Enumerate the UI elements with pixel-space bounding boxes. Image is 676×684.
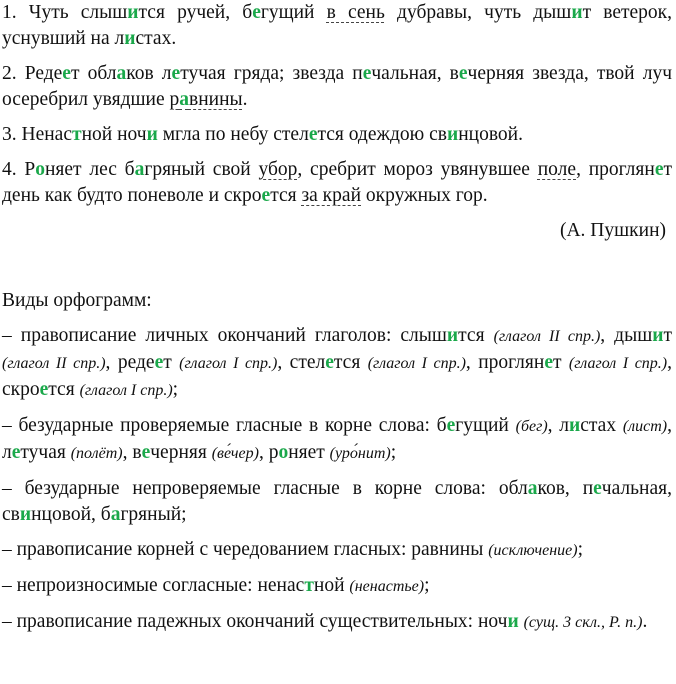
text-segment: тся bbox=[458, 325, 494, 346]
highlighted-letter: е bbox=[261, 185, 271, 206]
text-segment: , л bbox=[2, 415, 672, 463]
highlighted-letter: и bbox=[127, 2, 139, 23]
text-segment: мгла по небу стел bbox=[157, 124, 309, 145]
text-segment: , проглян bbox=[465, 352, 545, 373]
text-segment: , сребрит мороз увянувшее bbox=[297, 159, 538, 180]
highlighted-letter: е bbox=[593, 478, 602, 499]
highlighted-letter: е bbox=[11, 442, 21, 463]
spelling-type-item bbox=[2, 323, 672, 404]
text-segment: т ветерок, уснувший на л bbox=[2, 2, 673, 49]
text-segment: ; bbox=[172, 379, 179, 400]
highlighted-letter: и bbox=[446, 124, 459, 145]
highlighted-letter: е bbox=[325, 352, 334, 373]
note-text: (полёт) bbox=[70, 445, 123, 462]
poem-line bbox=[2, 122, 672, 148]
text-segment: гряный свой bbox=[144, 159, 259, 180]
text-segment: дубравы, чуть дыш bbox=[384, 2, 572, 23]
text-segment: , реде bbox=[105, 352, 155, 373]
note-text: (уро́нит) bbox=[329, 445, 391, 462]
text-segment: нцовой, б bbox=[31, 504, 111, 525]
note-text: (глагол I спр.) bbox=[79, 382, 173, 399]
spelling-types-list bbox=[2, 323, 672, 636]
spelling-type-item bbox=[2, 537, 672, 564]
highlighted-letter: е bbox=[544, 352, 553, 373]
spelling-type-item bbox=[2, 609, 672, 636]
text-segment: тся bbox=[333, 352, 368, 373]
note-text: (бег) bbox=[515, 418, 548, 435]
text-segment: 4. Р bbox=[2, 159, 36, 180]
poem-line bbox=[2, 61, 672, 113]
text-segment: няет лес б bbox=[45, 159, 135, 180]
highlighted-letter: а bbox=[179, 89, 189, 110]
text-segment: тся одеждою св bbox=[317, 124, 447, 145]
text-segment: , л bbox=[547, 415, 570, 436]
highlighted-letter: е bbox=[654, 159, 664, 180]
text-segment: чальная, в bbox=[371, 63, 459, 84]
text-segment: . bbox=[242, 89, 248, 110]
text-segment: – безударные непроверяемые гласные в корне слова: обл bbox=[2, 478, 528, 499]
text-segment: черняя bbox=[150, 442, 212, 463]
spelling-type-item bbox=[2, 413, 672, 467]
text-segment: 2. Реде bbox=[2, 63, 63, 84]
highlighted-letter: т bbox=[304, 575, 314, 596]
highlighted-letter: е bbox=[308, 124, 318, 145]
text-segment: , в bbox=[122, 442, 142, 463]
text-segment: ной ноч bbox=[81, 124, 147, 145]
text-segment: – правописание падежных окончаний существительных: ноч bbox=[2, 611, 508, 632]
text-segment: ; bbox=[390, 442, 397, 463]
highlighted-letter: е bbox=[154, 352, 164, 373]
text-segment: ков л bbox=[126, 63, 172, 84]
underlined-text: убор bbox=[258, 159, 298, 180]
text-segment: ; bbox=[577, 539, 583, 560]
text-segment: т bbox=[552, 352, 569, 373]
text-segment: окружных гор. bbox=[361, 185, 488, 206]
underlined-text: р bbox=[169, 89, 180, 110]
highlighted-letter: е bbox=[446, 415, 456, 436]
note-text: (исключение) bbox=[488, 542, 578, 559]
highlighted-letter: и bbox=[569, 415, 581, 436]
note-text: (ве́чер) bbox=[211, 445, 259, 462]
text-segment: гущий bbox=[260, 2, 327, 23]
highlighted-letter: а bbox=[116, 63, 127, 84]
text-segment: , дыш bbox=[600, 325, 653, 346]
highlighted-letter: е bbox=[252, 2, 261, 23]
underlined-text: в сень bbox=[326, 2, 385, 23]
highlighted-letter: и bbox=[507, 611, 519, 632]
note-text: (ненастье) bbox=[349, 578, 425, 595]
note-text: (глагол II спр.) bbox=[2, 355, 106, 372]
text-segment: , стел bbox=[277, 352, 326, 373]
text-segment: т bbox=[663, 325, 672, 346]
highlighted-letter: е bbox=[62, 63, 71, 84]
text-segment: т день как будто поневоле и скро bbox=[2, 159, 672, 206]
highlighted-letter: е bbox=[458, 63, 468, 84]
highlighted-letter: и bbox=[652, 325, 664, 346]
highlighted-letter: и bbox=[571, 2, 583, 23]
note-text: (глагол I спр.) bbox=[179, 355, 278, 372]
text-segment: тучая гряда; звезда п bbox=[180, 63, 363, 84]
underlined-text: за край bbox=[301, 185, 362, 206]
text-segment: ; bbox=[424, 575, 430, 596]
text-segment: стах bbox=[580, 415, 623, 436]
text-segment: , скро bbox=[2, 352, 672, 400]
highlighted-letter: а bbox=[134, 159, 145, 180]
text-segment: . bbox=[642, 611, 648, 632]
note-text: (сущ. 3 скл., Р. п.) bbox=[523, 614, 643, 631]
highlighted-letter: и bbox=[446, 325, 459, 346]
highlighted-letter: е bbox=[171, 63, 181, 84]
highlighted-letter: е bbox=[141, 442, 151, 463]
text-segment: няет bbox=[288, 442, 330, 463]
highlighted-letter: а bbox=[527, 478, 538, 499]
text-segment: тся bbox=[270, 185, 302, 206]
text-segment: т обл bbox=[70, 63, 117, 84]
spelling-type-item bbox=[2, 476, 672, 528]
text-segment: , проглян bbox=[576, 159, 655, 180]
text-segment: – непроизносимые согласные: ненас bbox=[2, 575, 305, 596]
highlighted-letter: о bbox=[278, 442, 289, 463]
spelling-type-item bbox=[2, 573, 672, 600]
text-segment: тся bbox=[48, 379, 80, 400]
text-segment: нцовой. bbox=[458, 124, 523, 145]
text-segment: , р bbox=[258, 442, 279, 463]
text-segment: 3. Ненас bbox=[2, 124, 72, 145]
text-segment: – правописание личных окончаний глаголов: слыш bbox=[2, 325, 447, 346]
text-segment: черняя звезда, твой луч осеребрил увядшие bbox=[2, 63, 673, 110]
underlined-text: внины bbox=[188, 89, 243, 110]
attribution: (А. Пушкин) bbox=[559, 220, 666, 241]
highlighted-letter: о bbox=[35, 159, 45, 180]
text-segment: тся ручей, б bbox=[138, 2, 253, 23]
text-segment: стах. bbox=[135, 28, 177, 49]
text-segment: тучая bbox=[20, 442, 71, 463]
highlighted-letter: а bbox=[110, 504, 121, 525]
text-segment: т bbox=[163, 352, 180, 373]
text-segment: 1. Чуть слыш bbox=[2, 2, 128, 23]
text-segment: гущий bbox=[455, 415, 516, 436]
text-segment: чальная, св bbox=[2, 478, 672, 525]
poem bbox=[2, 0, 672, 209]
spelling-types-heading: Виды орфограмм: bbox=[2, 290, 152, 311]
note-text: (лист) bbox=[622, 418, 668, 435]
note-text: (глагол I спр.) bbox=[367, 355, 466, 372]
text-segment: ков, п bbox=[537, 478, 594, 499]
text-segment: – правописание корней с чередованием гласных: равнины bbox=[2, 539, 489, 560]
note-text: (глагол II спр.) bbox=[493, 328, 601, 345]
text-segment: ной bbox=[313, 575, 350, 596]
highlighted-letter: и bbox=[146, 124, 158, 145]
poem-line bbox=[2, 157, 672, 209]
highlighted-letter: т bbox=[71, 124, 82, 145]
highlighted-letter: и bbox=[19, 504, 32, 525]
highlighted-letter: е bbox=[39, 379, 49, 400]
text-segment: гряный; bbox=[120, 504, 187, 525]
highlighted-letter: и bbox=[124, 28, 136, 49]
note-text: (глагол I спр.) bbox=[568, 355, 668, 372]
highlighted-letter: е bbox=[362, 63, 372, 84]
text-segment: – безударные проверяемые гласные в корне слова: б bbox=[2, 415, 447, 436]
underlined-text: поле bbox=[537, 159, 577, 180]
poem-line bbox=[2, 0, 672, 52]
